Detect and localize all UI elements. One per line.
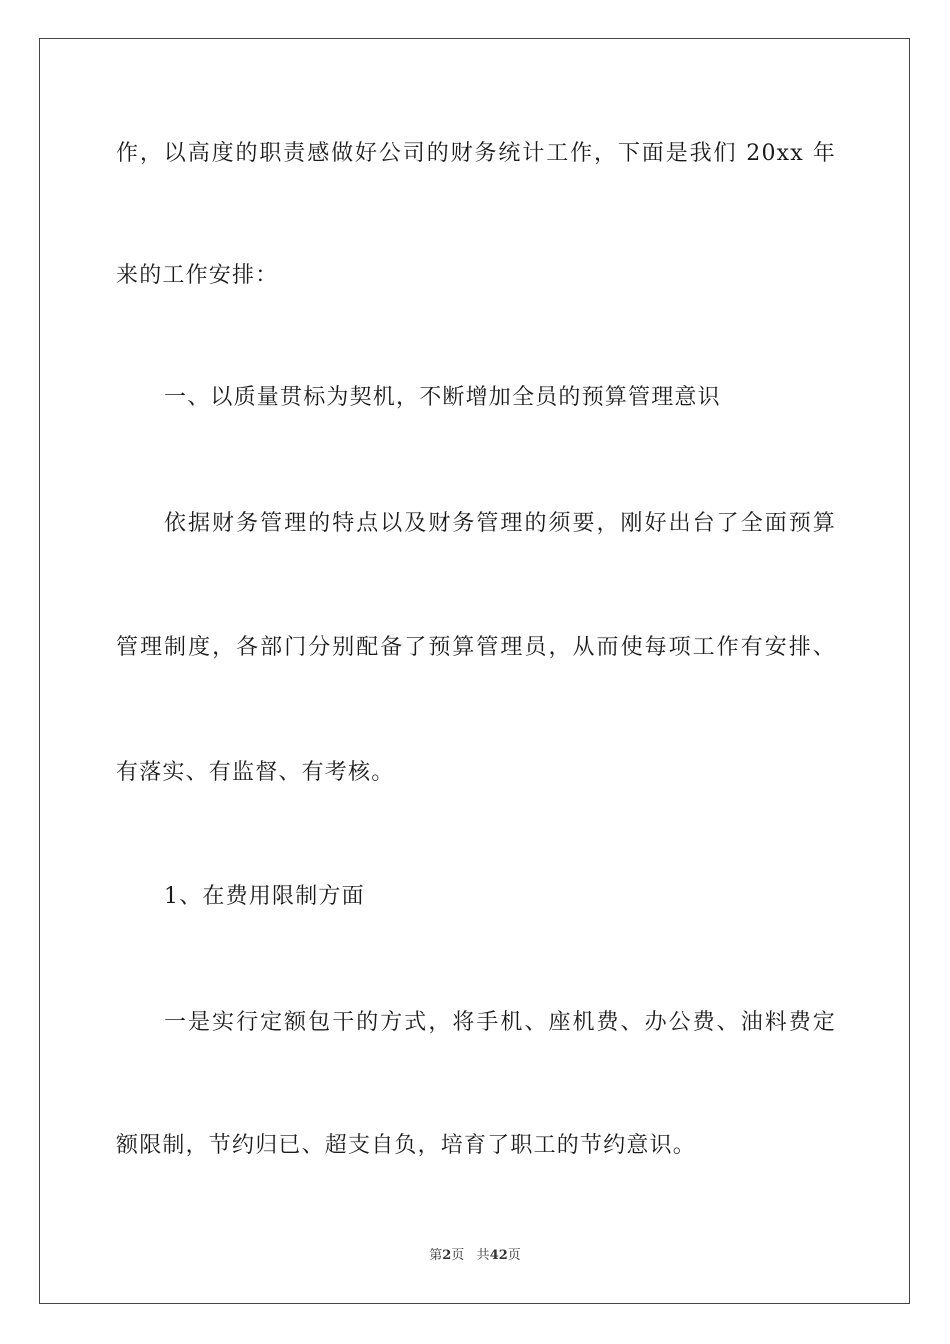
body-text-line: 作，以高度的职责感做好公司的财务统计工作，下面是我们 20xx 年 — [116, 141, 836, 166]
section-heading: 一、以质量贯标为契机，不断增加全员的预算管理意识 — [164, 385, 721, 410]
page-suffix: 页 — [451, 1248, 465, 1263]
subsection-heading: 1、在费用限制方面 — [164, 884, 365, 909]
total-pages: 42 — [489, 1248, 508, 1263]
body-text-line: 一是实行定额包干的方式，将手机、座机费、办公费、油料费定 — [164, 1010, 836, 1035]
total-prefix: 共 — [476, 1248, 490, 1263]
body-text-line: 额限制，节约归已、超支自负，培育了职工的节约意识。 — [116, 1133, 697, 1158]
total-suffix: 页 — [507, 1248, 521, 1263]
page-number: 2 — [442, 1248, 452, 1263]
body-text-line: 有落实、有监督、有考核。 — [116, 760, 395, 785]
body-text-line: 管理制度，各部门分别配备了预算管理员，从而使每项工作有安排、 — [116, 635, 836, 660]
body-text-line: 依据财务管理的特点以及财务管理的须要，刚好出台了全面预算 — [164, 511, 836, 536]
page-prefix: 第 — [429, 1248, 443, 1263]
page-border — [39, 38, 910, 1304]
page-footer — [0, 1247, 950, 1265]
body-text-line: 来的工作安排： — [116, 263, 279, 288]
